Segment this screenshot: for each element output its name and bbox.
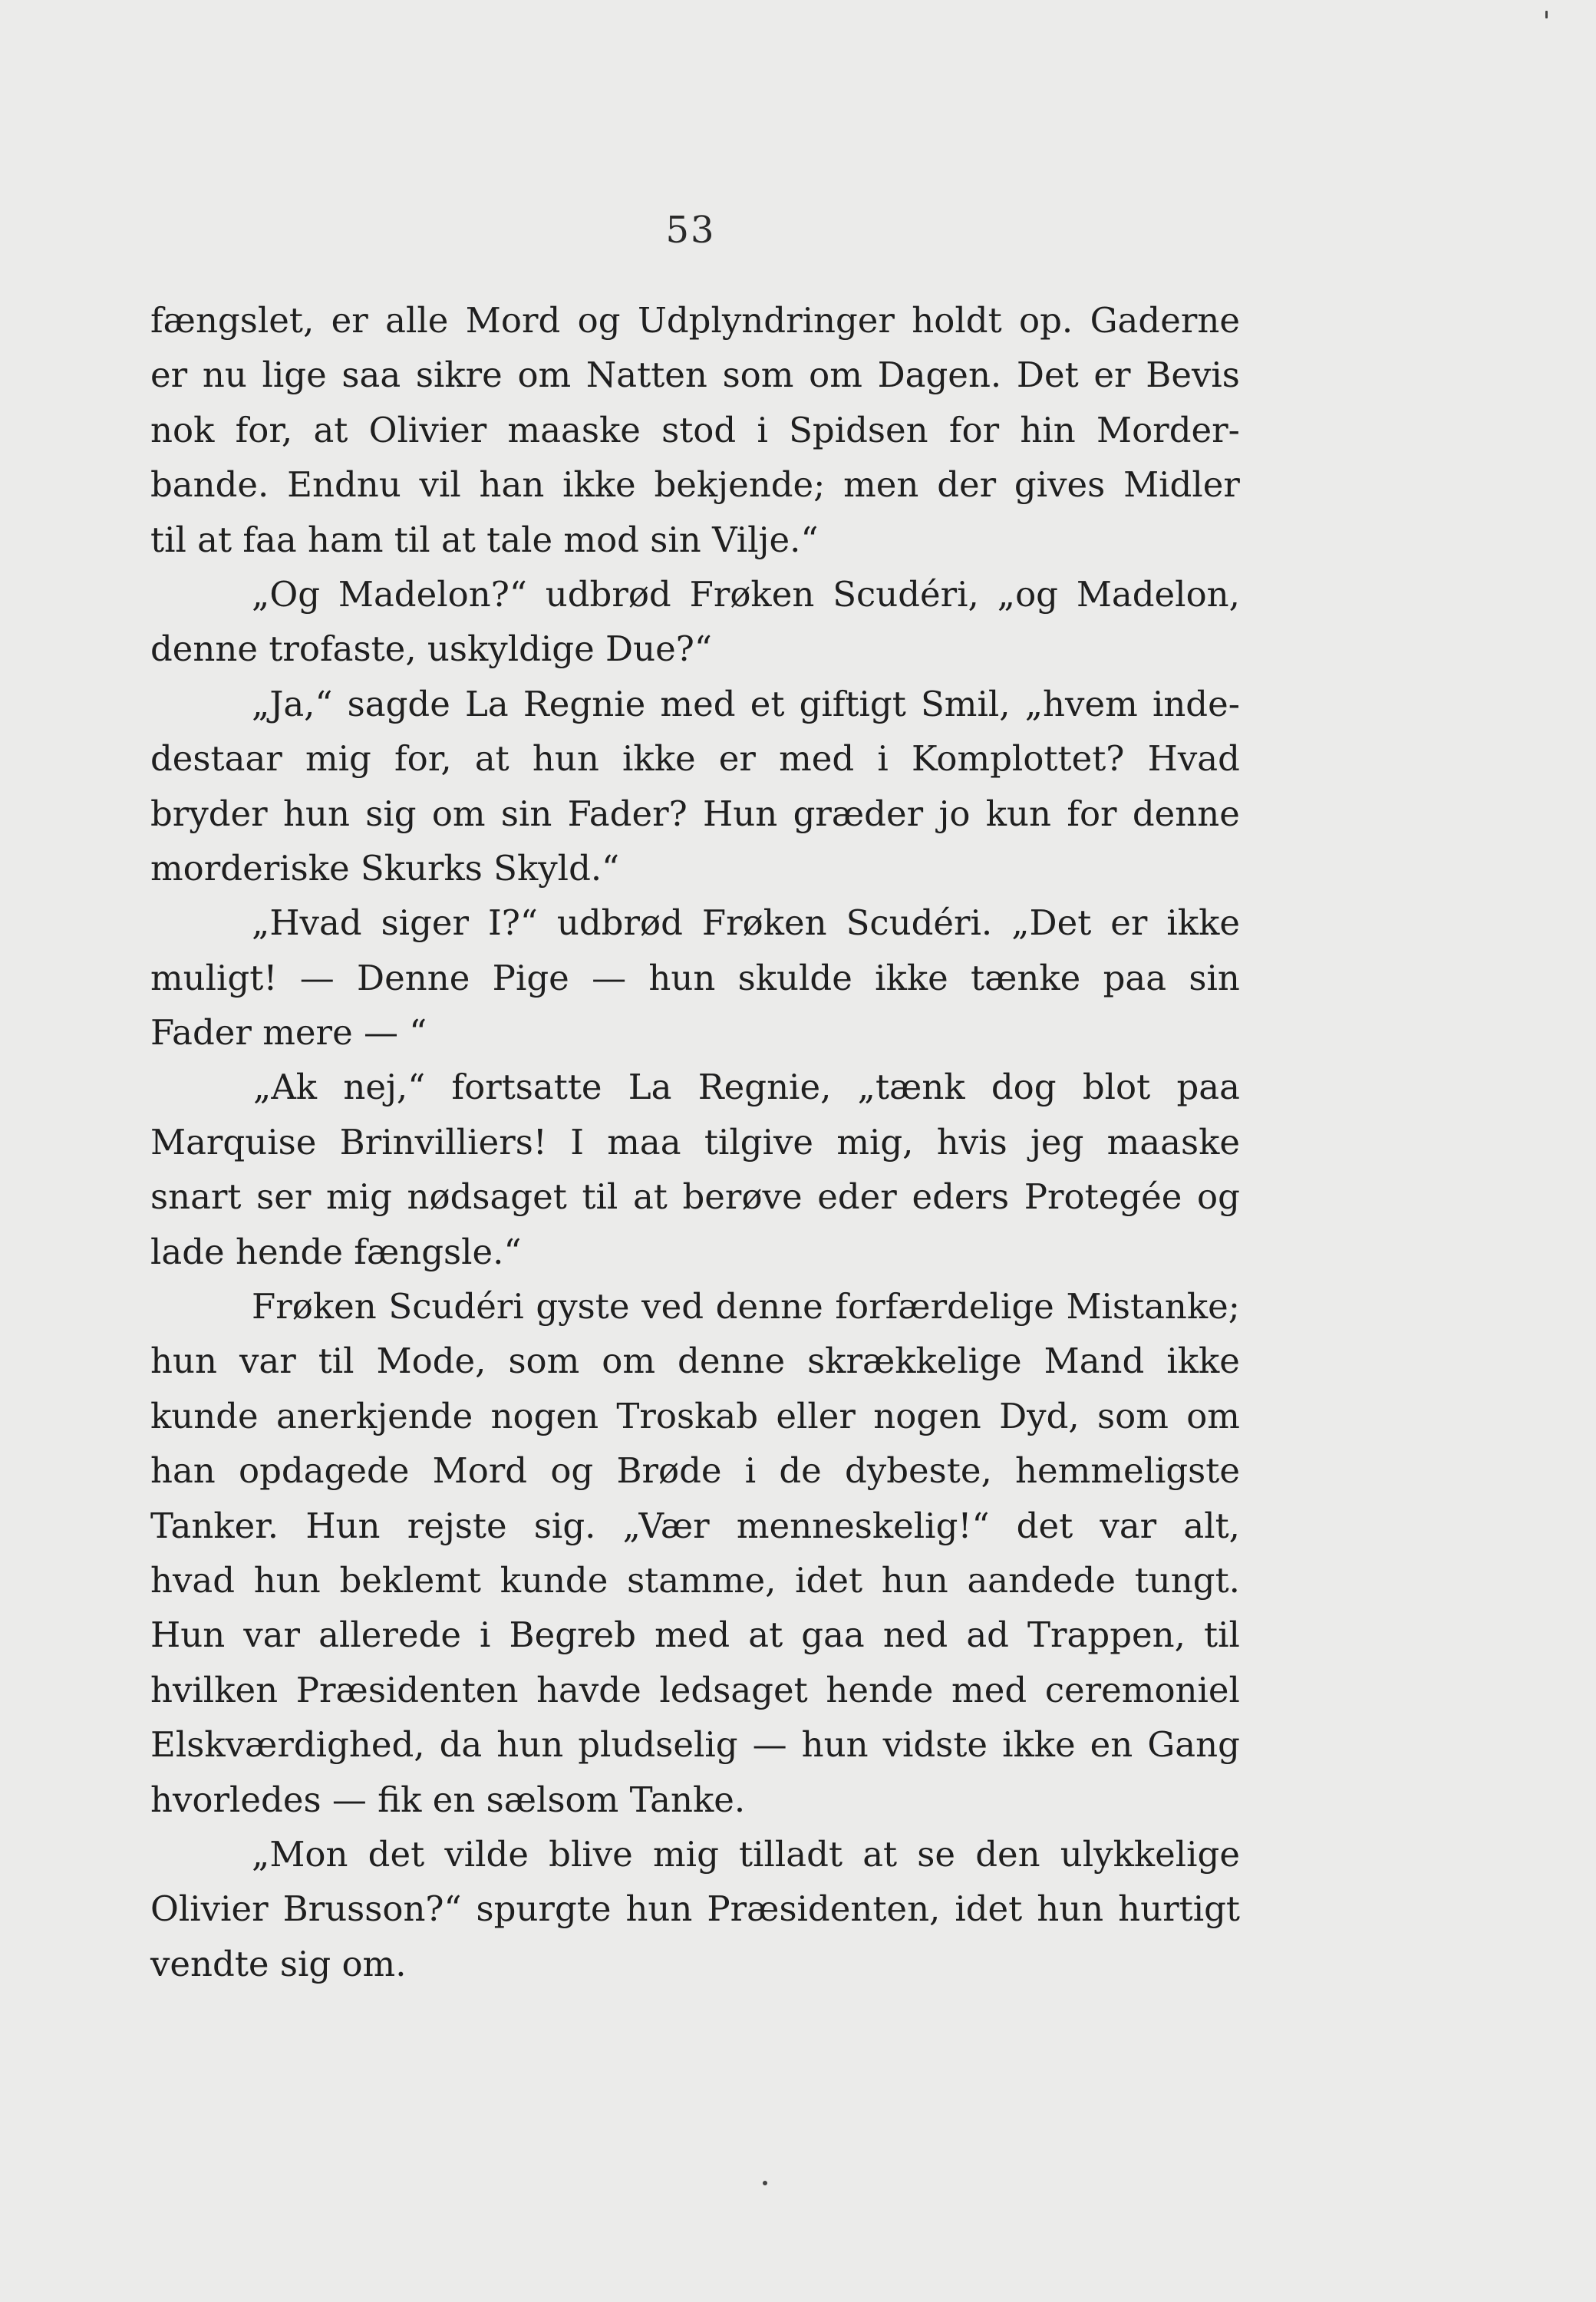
word: Brøde	[616, 1450, 722, 1492]
word: havde	[536, 1669, 641, 1710]
word: men	[843, 464, 919, 506]
word: denne	[678, 1341, 786, 1382]
word: med	[779, 738, 855, 780]
word: nu	[202, 355, 247, 396]
word: gaa	[801, 1614, 865, 1656]
text-line	[150, 1443, 1240, 1498]
word: Mode,	[376, 1341, 486, 1382]
word: tungt.	[1134, 1559, 1240, 1601]
word: at	[748, 1614, 783, 1656]
word: Mord	[432, 1450, 528, 1492]
word: ser	[256, 1176, 312, 1218]
word: sin	[500, 793, 552, 834]
word: Hun	[703, 793, 778, 834]
word: sin	[1189, 957, 1240, 998]
text-line: lade hende fængsle.“	[150, 1231, 522, 1272]
word: Hun	[150, 1614, 226, 1656]
word: La	[628, 1067, 672, 1108]
word: mig,	[836, 1121, 914, 1163]
word: Tanker.	[150, 1505, 279, 1546]
word: de	[779, 1450, 822, 1492]
word: Begreb	[509, 1614, 636, 1656]
word: at	[313, 409, 348, 450]
text-line	[150, 1827, 1240, 1882]
text-line	[150, 1115, 1240, 1169]
text-line	[150, 895, 1240, 950]
word: sig.	[533, 1505, 596, 1546]
text-line	[150, 1663, 1240, 1717]
word: menneskelig!“	[736, 1505, 990, 1546]
word: „tænk	[857, 1067, 965, 1108]
word: lige	[262, 355, 327, 396]
word: i	[877, 738, 889, 780]
word: Madelon?“	[338, 573, 527, 615]
word: tilgive	[704, 1121, 814, 1163]
word: nødsaget	[407, 1176, 567, 1218]
word: i	[480, 1614, 491, 1656]
word: udbrød	[545, 573, 671, 615]
word: rejste	[407, 1505, 507, 1546]
word: hende	[826, 1669, 934, 1710]
word: et	[750, 683, 785, 724]
word: bekjende;	[654, 464, 826, 506]
word: beklemt	[339, 1559, 481, 1601]
word: „Hvad	[252, 902, 362, 944]
word: hun	[283, 793, 350, 834]
word: den	[975, 1833, 1040, 1875]
word: forfærdelige	[835, 1286, 1054, 1327]
text-line	[150, 1389, 1240, 1443]
word: skrækkelige	[807, 1341, 1022, 1382]
text-line	[150, 1499, 1240, 1553]
word: ikke	[875, 957, 948, 998]
text-line	[150, 677, 1240, 731]
word: ikke	[562, 464, 636, 506]
word: idet	[795, 1559, 863, 1601]
word: er	[718, 738, 756, 780]
word: græder	[793, 793, 924, 834]
word: eller	[776, 1395, 856, 1436]
word: maaske	[1106, 1121, 1240, 1163]
word: mig	[305, 738, 371, 780]
word: gives	[1014, 464, 1106, 506]
word: Regnie,	[697, 1067, 832, 1108]
word: kunde	[150, 1395, 259, 1436]
text-line	[150, 1060, 1240, 1114]
word: Brinvilliers!	[339, 1121, 547, 1163]
word: stamme,	[627, 1559, 777, 1601]
word: sikre	[415, 355, 503, 396]
body-text	[150, 293, 1240, 1991]
word: Gaderne	[1090, 300, 1240, 341]
word: „Ja,“	[252, 683, 333, 724]
word: idet	[955, 1888, 1023, 1930]
word: Mand	[1044, 1341, 1145, 1382]
word: vidste	[882, 1724, 988, 1766]
text-line	[150, 293, 1240, 348]
word: Frøken	[701, 902, 827, 944]
word: er	[331, 300, 368, 341]
text-line	[150, 951, 1240, 1005]
word: om	[1186, 1395, 1240, 1436]
text-line: vendte sig om.	[150, 1943, 407, 1984]
word: er	[1093, 355, 1131, 396]
word: Scudéri.	[846, 902, 993, 944]
word: nej,“	[343, 1067, 426, 1108]
word: fængslet,	[150, 300, 315, 341]
word: Denne	[357, 957, 470, 998]
word: Morder-	[1096, 409, 1240, 450]
word: hun	[648, 957, 716, 998]
word: Natten	[585, 355, 707, 396]
word: en	[1090, 1724, 1133, 1766]
word: denne	[715, 1286, 823, 1327]
word: at	[474, 738, 509, 780]
word: hun	[801, 1724, 869, 1766]
word: nogen	[490, 1395, 599, 1436]
word: han	[479, 464, 545, 506]
text-line	[150, 567, 1240, 622]
text-line	[150, 1334, 1240, 1388]
text-line	[150, 1882, 1240, 1936]
word: var	[1100, 1505, 1157, 1546]
word: Fader?	[567, 793, 688, 834]
word: ikke	[622, 738, 696, 780]
word: jo	[938, 793, 971, 834]
word: —	[592, 957, 627, 998]
text-line: Fader mere — “	[150, 1012, 427, 1054]
word: Dyd,	[999, 1395, 1080, 1436]
word: vilde	[444, 1833, 529, 1875]
word: hun	[625, 1888, 693, 1930]
word: hun	[532, 738, 599, 780]
text-line	[150, 1717, 1240, 1772]
word: for,	[394, 738, 452, 780]
word: I?“	[488, 902, 538, 944]
word: det	[368, 1833, 425, 1875]
word: i	[744, 1450, 757, 1492]
word: Hun	[305, 1505, 381, 1546]
word: ikke	[1002, 1724, 1076, 1766]
word: Madelon,	[1076, 573, 1240, 615]
word: Brusson?“	[282, 1888, 462, 1930]
word: sagde	[347, 683, 450, 724]
word: med	[951, 1669, 1027, 1710]
word: var	[243, 1614, 301, 1656]
word: Spidsen	[789, 409, 928, 450]
word: mig	[653, 1833, 719, 1875]
word: eders	[912, 1176, 1010, 1218]
word: „Vær	[622, 1505, 710, 1546]
word: „hvem	[1024, 683, 1138, 724]
word: hun	[1037, 1888, 1104, 1930]
word: opdagede	[239, 1450, 410, 1492]
word: inde-	[1152, 683, 1240, 724]
word: skulde	[737, 957, 852, 998]
word: Præsidenten	[295, 1669, 519, 1710]
word: hun	[496, 1724, 564, 1766]
text-line: denne trofaste, uskyldige Due?“	[150, 628, 712, 670]
word: om	[517, 355, 572, 396]
text-line: morderiske Skurks Skyld.“	[150, 847, 620, 889]
paper-speck	[1545, 11, 1548, 18]
word: ved	[641, 1286, 704, 1327]
word: og	[1197, 1176, 1240, 1218]
word: holdt	[912, 300, 1002, 341]
word: Frøken	[689, 573, 815, 615]
word: hemmeligste	[1014, 1450, 1240, 1492]
word: saa	[341, 355, 401, 396]
text-line	[150, 403, 1240, 457]
word: er	[1110, 902, 1148, 944]
word: gyste	[536, 1286, 630, 1327]
word: Gang	[1147, 1724, 1240, 1766]
word: tilladt	[739, 1833, 843, 1875]
paper-speck	[763, 2181, 767, 2185]
word: som	[1097, 1395, 1169, 1436]
word: det	[1016, 1505, 1073, 1546]
word: med	[655, 1614, 730, 1656]
word: og	[577, 300, 621, 341]
word: Midler	[1123, 464, 1240, 506]
word: bande.	[150, 464, 269, 506]
word: til	[582, 1176, 618, 1218]
word: blive	[549, 1833, 633, 1875]
word: til	[318, 1341, 354, 1382]
word: var	[239, 1341, 296, 1382]
word: aandede	[967, 1559, 1116, 1601]
word: muligt!	[150, 957, 278, 998]
word: der	[937, 464, 997, 506]
word: Mistanke;	[1066, 1286, 1240, 1327]
word: „Ak	[253, 1067, 318, 1108]
word: hurtigt	[1118, 1888, 1240, 1930]
word: anerkjende	[276, 1395, 473, 1436]
word: „Mon	[252, 1833, 348, 1875]
word: at	[862, 1833, 898, 1875]
word: spurgte	[476, 1888, 612, 1930]
word: Hvad	[1147, 738, 1240, 780]
word: Udplyndringer	[637, 300, 895, 341]
word: nok	[150, 409, 215, 450]
word: Komplottet?	[911, 738, 1125, 780]
word: maa	[607, 1121, 681, 1163]
word: udbrød	[556, 902, 683, 944]
word: ceremoniel	[1044, 1669, 1240, 1710]
word: for,	[235, 409, 293, 450]
text-line	[150, 787, 1240, 841]
word: giftigt	[799, 683, 906, 724]
word: eder	[817, 1176, 897, 1218]
word: destaar	[150, 738, 282, 780]
word: snart	[150, 1176, 242, 1218]
word: ledsaget	[659, 1669, 808, 1710]
word: siger	[381, 902, 470, 944]
word: Bevis	[1146, 355, 1240, 396]
word: jeg	[1030, 1121, 1084, 1163]
word: sig	[365, 793, 417, 834]
word: vil	[419, 464, 461, 506]
word: hvis	[936, 1121, 1007, 1163]
word: se	[917, 1833, 956, 1875]
word: Det	[1016, 355, 1079, 396]
word: hvad	[150, 1559, 236, 1601]
word: „og	[997, 573, 1058, 615]
word: med	[660, 683, 736, 724]
word: som	[722, 355, 794, 396]
word: Regnie	[523, 683, 646, 724]
word: op.	[1019, 300, 1073, 341]
word: hun	[150, 1341, 217, 1382]
word: I	[570, 1121, 584, 1163]
word: han	[150, 1450, 216, 1492]
word: paa	[1176, 1067, 1240, 1108]
word: Mord	[465, 300, 561, 341]
word: tænke	[971, 957, 1081, 998]
word: pludselig	[578, 1724, 738, 1766]
word: ad	[966, 1614, 1009, 1656]
word: Marquise	[150, 1121, 317, 1163]
page-number: 53	[665, 209, 716, 252]
word: Trappen,	[1027, 1614, 1185, 1656]
word: „Det	[1011, 902, 1092, 944]
word: alle	[385, 300, 449, 341]
word: for	[948, 409, 1000, 450]
word: er	[150, 355, 188, 396]
word: Scudéri,	[833, 573, 979, 615]
word: i	[757, 409, 768, 450]
word: denne	[1132, 793, 1240, 834]
word: Olivier	[150, 1888, 269, 1930]
word: hin	[1020, 409, 1076, 450]
word: —	[299, 957, 335, 998]
word: da	[439, 1724, 483, 1766]
word: berøve	[682, 1176, 803, 1218]
word: og	[550, 1450, 594, 1492]
word: ulykkelige	[1060, 1833, 1240, 1875]
word: allerede	[318, 1614, 461, 1656]
word: Olivier	[368, 409, 487, 450]
word: kunde	[500, 1559, 608, 1601]
word: Pige	[492, 957, 569, 998]
text-line	[150, 1279, 1240, 1334]
word: stod	[661, 409, 737, 450]
word: bryder	[150, 793, 268, 834]
text-line	[150, 1608, 1240, 1662]
word: om	[431, 793, 486, 834]
text-line	[150, 457, 1240, 512]
word: som	[508, 1341, 580, 1382]
word: fortsatte	[451, 1067, 602, 1108]
word: Endnu	[287, 464, 401, 506]
word: nogen	[873, 1395, 981, 1436]
text-line: hvorledes — fik en sælsom Tanke.	[150, 1779, 746, 1820]
word: Troskab	[616, 1395, 759, 1436]
word: maaske	[507, 409, 641, 450]
word: ned	[882, 1614, 948, 1656]
word: Præsidenten,	[707, 1888, 941, 1930]
word: hun	[881, 1559, 948, 1601]
word: dog	[991, 1067, 1057, 1108]
word: Scudéri	[388, 1286, 524, 1327]
word: blot	[1082, 1067, 1151, 1108]
word: om	[602, 1341, 656, 1382]
text-line	[150, 1553, 1240, 1608]
word: mig	[326, 1176, 392, 1218]
word: kun	[985, 793, 1052, 834]
word: at	[632, 1176, 668, 1218]
text-line: til at faa ham til at tale mod sin Vilje.“	[150, 519, 819, 560]
word: ikke	[1166, 902, 1240, 944]
word: Elskværdighed,	[150, 1724, 425, 1766]
word: hvilken	[150, 1669, 279, 1710]
word: Protegée	[1024, 1176, 1182, 1218]
word: om	[809, 355, 862, 396]
word: ikke	[1166, 1341, 1240, 1382]
word: —	[752, 1724, 787, 1766]
word: „Og	[252, 573, 321, 615]
word: Smil,	[920, 683, 1011, 724]
word: Frøken	[252, 1286, 377, 1327]
word: Dagen.	[877, 355, 1002, 396]
word: for	[1067, 793, 1117, 834]
word: paa	[1103, 957, 1167, 998]
word: til	[1204, 1614, 1240, 1656]
text-line	[150, 348, 1240, 402]
word: alt,	[1183, 1505, 1240, 1546]
word: hun	[253, 1559, 321, 1601]
text-line	[150, 1169, 1240, 1224]
text-line	[150, 731, 1240, 786]
word: La	[465, 683, 509, 724]
word: dybeste,	[845, 1450, 992, 1492]
